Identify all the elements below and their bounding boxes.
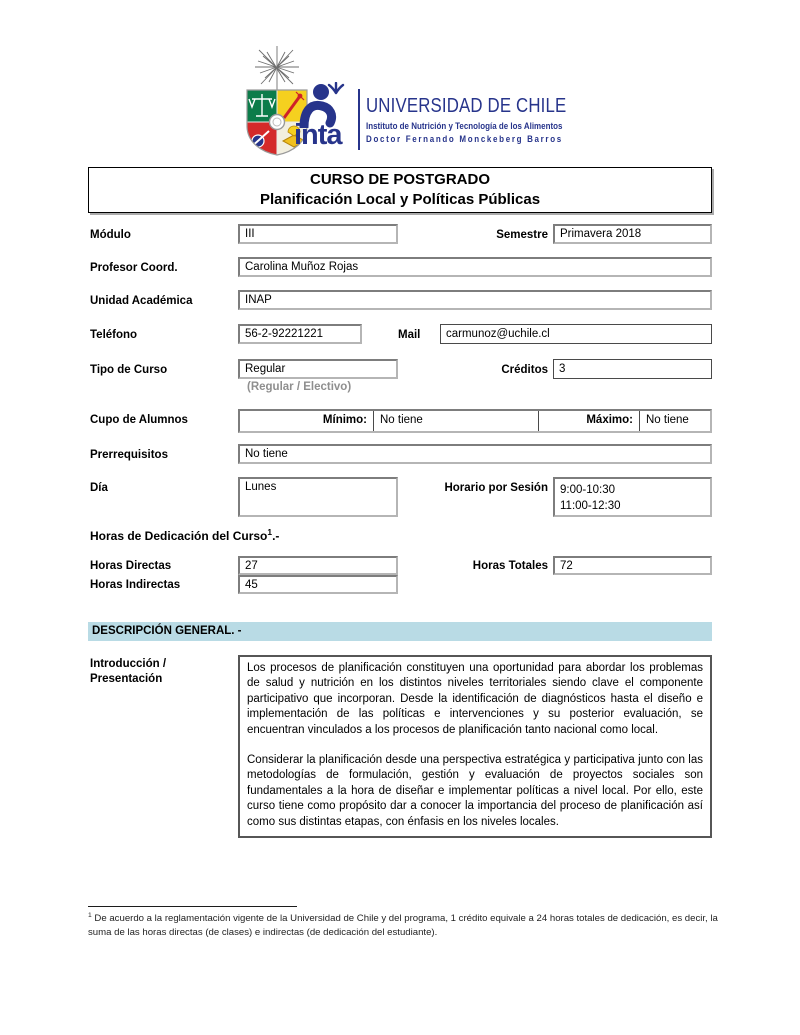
profesor-label: Profesor Coord.	[90, 262, 178, 274]
cupo-maximo-field[interactable]: No tiene	[639, 411, 710, 431]
tipo-curso-field[interactable]: Regular	[238, 359, 398, 379]
course-title-box	[88, 167, 712, 213]
telefono-label: Teléfono	[90, 329, 138, 341]
tipo-curso-hint: (Regular / Electivo)	[247, 381, 352, 393]
doctor-name: Doctor Fernando Monckeberg Barros	[366, 134, 563, 145]
dedication-heading-footnote-ref: 1	[267, 527, 273, 537]
tipo-curso-label: Tipo de Curso	[90, 364, 168, 376]
footnote-ref: 1	[88, 911, 92, 919]
horas-totales-label: Horas Totales	[472, 560, 548, 572]
logo-separator	[358, 89, 360, 150]
unidad-field[interactable]: INAP	[238, 290, 712, 310]
description-section-header: DESCRIPCIÓN GENERAL. -	[88, 622, 712, 641]
creditos-label: Créditos	[501, 364, 548, 376]
horario-field[interactable]	[553, 477, 712, 517]
dia-label: Día	[90, 482, 108, 494]
cupo-maximo-label: Máximo:	[586, 414, 633, 426]
intro-paragraph-2: Considerar la planificación desde una perspectiva estratégica y participativa junto con las metodologías de formulación, gestión y evaluación de proyectos sociales son fundamentales a la hora de diseñar e implementar políticas a nivel local. Por ello, este curso tiene como propósito dar a conocer la importancia del proceso de planificación así como sus distintas etapas, con énfasis en los niveles locales.	[247, 754, 703, 828]
modulo-label: Módulo	[90, 229, 131, 241]
intro-label: Introducción / Presentación	[90, 658, 167, 685]
intro-paragraph-1: Los procesos de planificación constituyen una oportunidad para abordar los problemas de salud y nutrición en los distintos niveles territoriales siendo clave el componente participativo que incorporan. Desde la identificación de diagnósticos hasta el diseño e implementación de las políticas e intervenciones y su posterior evaluación, se encuentran vinculados a los procesos de planificación tanto nacional como local.	[247, 662, 703, 736]
prerrequisitos-label: Prerrequisitos	[90, 449, 168, 461]
institute-name: Instituto de Nutrición y Tecnología de los Alimentos	[366, 121, 563, 132]
cupo-minimo-label: Mínimo:	[322, 414, 367, 426]
horario-label: Horario por Sesión	[444, 482, 548, 494]
modulo-field[interactable]: III	[238, 224, 398, 244]
intro-text-box	[238, 655, 712, 838]
page-title: CURSO DE POSTGRADO	[309, 171, 490, 188]
telefono-field[interactable]: 56-2-92221221	[238, 324, 362, 344]
horario-line2: 11:00-12:30	[560, 500, 621, 512]
footnote-text: $^1$ De acuerdo a la reglamentación vigente de la Universidad de Chile y del programa, 1 crédito equivale a 24 horas totales de dedicación, es decir, la suma de las horas directas (de clases) e indirectas (de dedicación del estudiante).	[88, 911, 718, 938]
horas-totales-field[interactable]: 72	[553, 556, 712, 575]
horas-indirectas-label: Horas Indirectas	[90, 579, 181, 591]
mail-label: Mail	[398, 329, 421, 341]
unidad-label: Unidad Académica	[90, 295, 193, 307]
prerrequisitos-field[interactable]: No tiene	[238, 444, 712, 464]
dia-field[interactable]: Lunes	[238, 477, 398, 517]
horas-directas-field[interactable]: 27	[238, 556, 398, 575]
semestre-field[interactable]: Primavera 2018	[553, 224, 712, 244]
mail-field[interactable]: carmunoz@uchile.cl	[440, 324, 712, 344]
footnote-separator	[88, 906, 297, 907]
inta-wordmark: inta	[294, 119, 342, 151]
horario-line1: 9:00-10:30	[560, 484, 615, 496]
cupo-box	[238, 409, 712, 433]
cupo-label: Cupo de Alumnos	[90, 414, 188, 426]
course-subtitle: Planificación Local y Políticas Públicas	[259, 191, 541, 208]
horas-directas-label: Horas Directas	[90, 560, 172, 572]
university-name: UNIVERSIDAD DE CHILE	[366, 94, 567, 117]
cupo-minimo-field[interactable]: No tiene	[373, 411, 539, 431]
creditos-field[interactable]: 3	[553, 359, 712, 379]
dedication-heading: Horas de Dedicación del Curso$^1$.-	[90, 527, 280, 543]
semestre-label: Semestre	[496, 229, 548, 241]
horas-indirectas-field[interactable]: 45	[238, 575, 398, 594]
profesor-field[interactable]: Carolina Muñoz Rojas	[238, 257, 712, 277]
